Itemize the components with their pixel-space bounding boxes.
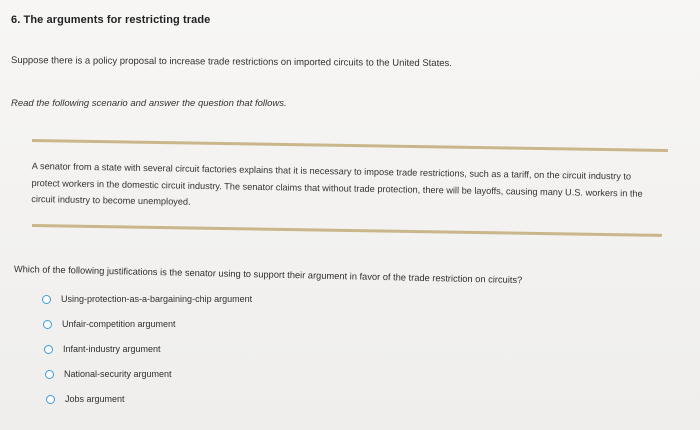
radio-button[interactable]: [42, 295, 51, 304]
option-label: National-security argument: [64, 369, 172, 379]
answer-option-unfair-competition[interactable]: [43, 319, 176, 329]
radio-button[interactable]: [45, 370, 54, 379]
answer-option-bargaining-chip[interactable]: [42, 294, 252, 304]
answer-option-national-security[interactable]: [45, 369, 172, 379]
radio-button[interactable]: [44, 345, 53, 354]
answer-option-infant-industry[interactable]: [44, 344, 161, 354]
option-label: Unfair-competition argument: [62, 319, 176, 329]
option-label: Using-protection-as-a-bargaining-chip argument: [61, 294, 253, 304]
scenario-text: A senator from a state with several circuit factories explains that it is necessary to impose trade restrictions, such as a tariff, on the circuit industry to protect workers in the domestic circuit industry. The senator claims that without trade protection, there will be layoffs, causing many U.S. workers in the circuit industry to become unemployed.: [31, 160, 643, 207]
option-label: Infant-industry argument: [63, 344, 161, 354]
scenario-bottom-divider: [32, 224, 662, 237]
radio-button[interactable]: [43, 320, 52, 329]
radio-button[interactable]: [46, 395, 55, 404]
policy-intro-text: Suppose there is a policy proposal to increase trade restrictions on imported circuits to the United States.: [10, 55, 452, 70]
option-label: Jobs argument: [65, 394, 125, 404]
scenario-instruction: Read the following scenario and answer the question that follows.: [11, 98, 287, 109]
question-prompt: Which of the following justifications is the senator using to support their argument in favor of the trade restriction on circuits?: [13, 264, 523, 286]
scenario-top-divider: [32, 139, 668, 152]
answer-option-jobs[interactable]: [46, 394, 125, 404]
question-title: 6. The arguments for restricting trade: [11, 14, 211, 26]
